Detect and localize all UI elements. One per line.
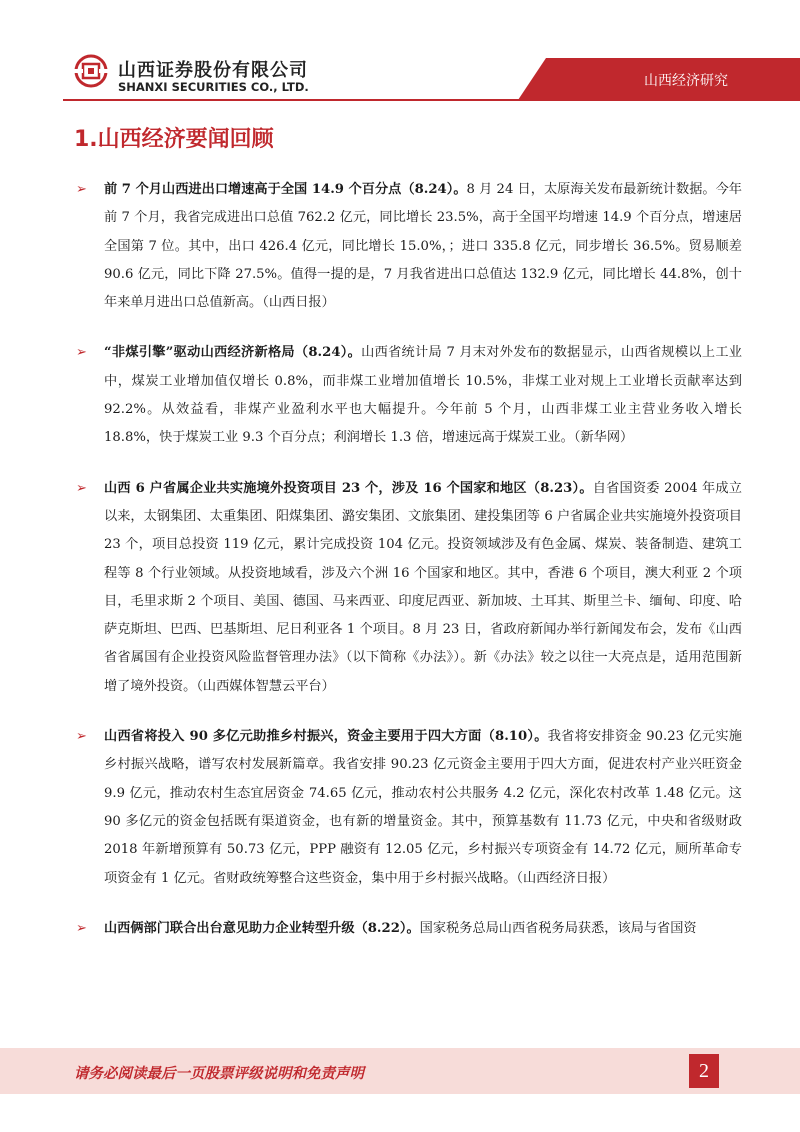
arrow-bullet-icon: ➢	[76, 920, 87, 936]
arrow-bullet-icon: ➢	[76, 729, 87, 745]
news-body: 国家税务总局山西省税务局获悉，该局与省国资	[419, 920, 697, 936]
page-header	[0, 0, 800, 110]
news-body: 8 月 24 日，太原海关发布最新统计数据。今年前 7 个月，我省完成进出口总值 762.2 亿元，同比增长 23.5%，高于全国平均增速 14.9 个百分点，增速居全国第 7 位。其中，出口 426.4 亿元，同比增长 15.0%，；进口 335.8 亿元，同步增长 36.5%。贸易顺差 90.6 亿元，同比下降 27.5%。值得一提的是，7 月我省进出口总值达 132.9 亿元，同比增长 44.8%，创十年来单月进出口总值新高。（山西日报）	[104, 182, 742, 311]
shanxi-securities-logo-icon	[73, 53, 109, 89]
news-item	[74, 915, 742, 943]
news-body: 山西省统计局 7 月末对外发布的数据显示，山西省规模以上工业中，煤炭工业增加值仅增长 0.8%，而非煤工业增加值增长 10.5%，非煤工业对规上工业增长贡献率达到 92.2%。从效益看，非煤产业盈利水平也大幅提升。今年前 5 个月，山西非煤工业主营业务收入增长 18.8%，快于煤炭工业 9.3 个百分点；利润增长 1.3 倍，增速远高于煤炭工业。（新华网）	[104, 345, 742, 446]
news-headline: 山西省将投入 90 多亿元助推乡村振兴，资金主要用于四大方面（8.10）。	[104, 729, 548, 745]
arrow-bullet-icon: ➢	[76, 182, 87, 197]
news-headline: “非煤引擎”驱动山西经济新格局（8.24）。	[104, 345, 362, 361]
news-headline: 山西俩部门联合出台意见助力企业转型升级（8.22）。	[104, 920, 420, 936]
company-name-en: SHANXI SECURITIES CO., LTD.	[118, 80, 309, 94]
company-name-cn: 山西证券股份有限公司	[118, 60, 308, 81]
header-divider	[63, 99, 800, 101]
news-list	[74, 176, 742, 965]
news-headline: 前 7 个月山西进出口增速高于全国 14.9 个百分点（8.24）。	[104, 182, 467, 197]
news-item	[74, 475, 742, 701]
news-item	[74, 339, 742, 452]
news-item	[74, 723, 742, 893]
report-series-label: 山西经济研究	[644, 73, 728, 89]
arrow-bullet-icon: ➢	[76, 345, 87, 361]
news-body: 自省国资委 2004 年成立以来，太钢集团、太重集团、阳煤集团、潞安集团、文旅集团、建投集团等 6 户省属企业共实施境外投资项目 23 个，项目总投资 119 亿元，累计完成投资 104 亿元。投资领域涉及有色金属、煤炭、装备制造、建筑工程等 8 个行业领域。从投资地域看，涉及六个洲 16 个国家和地区。其中，香港 6 个项目，澳大利亚 2 个项目，毛里求斯 2 个项目、美国、德国、马来西亚、印度尼西亚、新加坡、土耳其、斯里兰卡、缅甸、印度、哈萨克斯坦、巴西、巴基斯坦、尼日利亚各 1 个项目。8 月 23 日，省政府新闻办举行新闻发布会，发布《山西省省属国有企业投资风险监督管理办法》（以下简称《办法》）。新《办法》较之以往一大亮点是，适用范围新增了境外投资。（山西媒体智慧云平台）	[104, 480, 742, 694]
news-body: 我省将安排资金 90.23 亿元实施乡村振兴战略，谱写农村发展新篇章。我省安排 90.23 亿元资金主要用于四大方面，促进农村产业兴旺资金 9.9 亿元，推动农村生态宜居资金 74.65 亿元，推动农村公共服务 4.2 亿元，深化农村改革 1.48 亿元。这 90 多亿元的资金包括既有渠道资金，也有新的增量资金。其中，预算基数有 11.73 亿元，中央和省级财政 2018 年新增预算有 50.73 亿元，PPP 融资有 12.05 亿元，乡村振兴专项资金有 14.72 亿元，厕所革命专项资金有 1 亿元。省财政统筹整合这些资金，集中用于乡村振兴战略。（山西经济日报）	[104, 729, 742, 886]
disclaimer-notice: 请务必阅读最后一页股票评级说明和免责声明	[74, 1065, 364, 1082]
section-title: 1.山西经济要闻回顾	[74, 127, 274, 152]
arrow-bullet-icon: ➢	[76, 480, 87, 496]
news-item	[74, 176, 742, 317]
news-headline: 山西 6 户省属企业共实施境外投资项目 23 个，涉及 16 个国家和地区（8.23）。	[104, 480, 593, 496]
page-number: 2	[689, 1054, 719, 1088]
